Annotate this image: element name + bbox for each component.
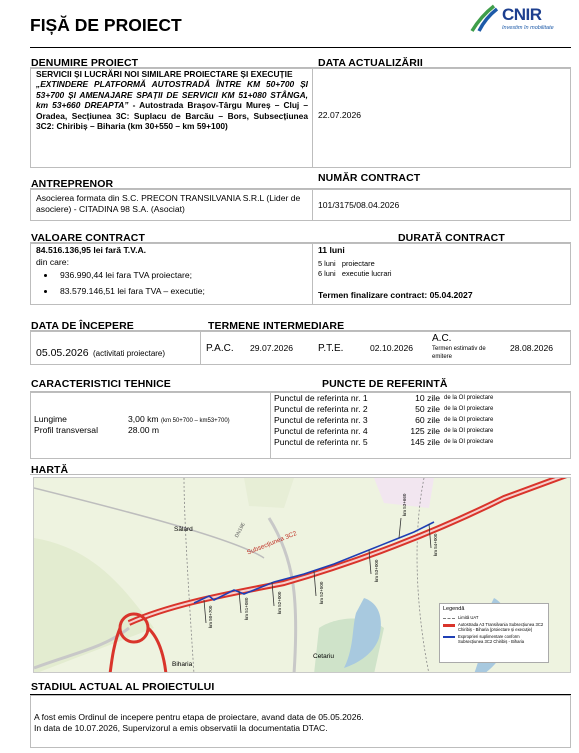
road-logo-icon [470, 4, 500, 32]
list-item: Punctul de referinta nr. 5 145 zile de la OI proiectare [274, 437, 494, 447]
length-label: Lungime [34, 414, 67, 424]
contract-number-value: 101/3175/08.04.2026 [318, 200, 400, 210]
contract-value-total: 84.516.136,95 lei fară T.V.A. [36, 245, 147, 255]
km-label: km 53+000 [374, 559, 379, 582]
map-label: HARTĂ [31, 464, 69, 476]
duration-design: 5 luni proiectare [318, 259, 375, 268]
contractor-label: ANTREPRENOR [31, 178, 114, 190]
milestones-label: TERMENE INTERMEDIARE [208, 320, 345, 332]
km-label: km 50+700 [208, 605, 213, 628]
status-line-2: In data de 10.07.2026, Supervizorul a emis observatii la documentatia DTAC. [34, 723, 328, 733]
status-line-1: A fost emis Ordinul de incepere pentru etapa de proiectare, avand data de 05.05.2026. [34, 712, 364, 722]
duration-label: DURATĂ CONTRACT [398, 232, 505, 244]
profile-value: 28.00 m [128, 425, 160, 435]
contract-number-label: NUMĂR CONTRACT [318, 172, 421, 184]
contract-value-breakdown [36, 270, 205, 302]
pac-date: 29.07.2026 [250, 343, 294, 353]
list-item: • 936.990,44 lei fara TVA proiectare; [56, 270, 205, 281]
list-item: • 83.579.146,51 lei fara TVA – executie; [56, 286, 205, 297]
place-cetariu: Cetariu [313, 653, 334, 660]
legend-swatch [443, 624, 455, 627]
km-label: km 54+000 [433, 533, 438, 556]
reference-points-list [274, 393, 569, 448]
status-label: STADIUL ACTUAL AL PROIECTULUI [31, 681, 215, 693]
pte-date: 02.10.2026 [370, 343, 414, 353]
start-date-label: DATA DE ÎNCEPERE [31, 320, 134, 332]
km-label: km 52+000 [277, 591, 282, 614]
length-value: 3,00 km (km 50+700 – km53+700) [128, 414, 230, 424]
technical-label: CARACTERISTICI TEHNICE [31, 378, 171, 390]
list-item: Punctul de referinta nr. 4 125 zile de la OI proiectare [274, 426, 494, 436]
place-salard: Sălard [174, 526, 193, 533]
update-date-label: DATA ACTUALIZĂRII [318, 57, 423, 69]
list-item: Punctul de referinta nr. 3 60 zile de la OI proiectare [274, 415, 494, 425]
section-label: Subsecțiunea 3C2 [246, 530, 298, 557]
project-name: SERVICII ȘI LUCRĂRI NOI SIMILARE PROIECTARE ȘI EXECUȚIE „EXTINDERE PLATFORMĂ AUTOSTRADĂ ÎNTRE KM 50+700 ȘI 53+700 ȘI AMENAJARE SPAȚII DE SERVICII KM 51+080 STÂNGA, km 53+660 DREAPTA” - Autostrada Brașov-Târgu Mureș – Cluj – Oradea, Secțiunea 3C: Suplacu de Barcău – Bors, Subsecțiunea 3C2: Chiribiș – Biharia (km 30+550 – km 59+100) [36, 69, 308, 132]
contract-value-label: VALOARE CONTRACT [31, 232, 145, 244]
legend-swatch [443, 636, 455, 638]
logo-text: CNIR [502, 5, 542, 24]
legend-swatch [443, 618, 455, 619]
page-title: FIȘĂ DE PROIECT [30, 15, 182, 35]
contractor-value: Asocierea formata din S.C. PRECON TRANSILVANIA S.R.L (Lider de asociere) - CITADINA 98 S.A. (Asociat) [36, 193, 301, 214]
road-label: DN19E [234, 521, 247, 539]
pte-label: P.T.E. [318, 343, 344, 354]
contract-deadline: Termen finalizare contract: 05.04.2027 [318, 290, 473, 300]
legend-item: Exproprieri suplimentare conform Subsecțiunea 3C2 Chiribiș - Biharia [443, 634, 545, 644]
place-biharia: Biharia [172, 661, 193, 668]
km-label: km 52+500 [319, 581, 324, 604]
start-date-value: 05.05.2026 (activitati proiectare) [36, 347, 166, 359]
contract-value-of-which: din care: [36, 257, 69, 267]
ac-label: A.C. [432, 333, 452, 344]
project-name-label: DENUMIRE PROIECT [31, 57, 139, 69]
reference-points-label: PUNCTE DE REFERINTĂ [322, 378, 448, 390]
profile-label: Profil transversal [34, 425, 98, 435]
ac-note: Termen estimativ de emitere [432, 346, 486, 360]
legend-item: Limită UAT [443, 615, 545, 620]
logo-tagline: Investim în mobilitate [502, 25, 554, 31]
ac-date: 28.08.2026 [510, 343, 554, 353]
duration-execution: 6 luni executie lucrari [318, 269, 392, 278]
cnair-logo [470, 4, 570, 38]
map-legend [439, 603, 549, 663]
list-item: Punctul de referinta nr. 2 50 zile de la OI proiectare [274, 404, 494, 414]
km-label: km 53+660 [402, 493, 407, 516]
project-map [33, 477, 571, 673]
km-label: km 51+080 [244, 597, 249, 620]
legend-title: Legendă [443, 606, 465, 612]
duration-total: 11 luni [318, 245, 345, 255]
pac-label: P.A.C. [206, 343, 234, 354]
legend-item: Autostrada A3 Transilvania Subsecțiunea 3C2 Chiribiș - Biharia (proiectare și execuție) [443, 622, 545, 632]
update-date-value: 22.07.2026 [318, 110, 362, 120]
list-item: Punctul de referinta nr. 1 10 zile de la OI proiectare [274, 393, 494, 403]
